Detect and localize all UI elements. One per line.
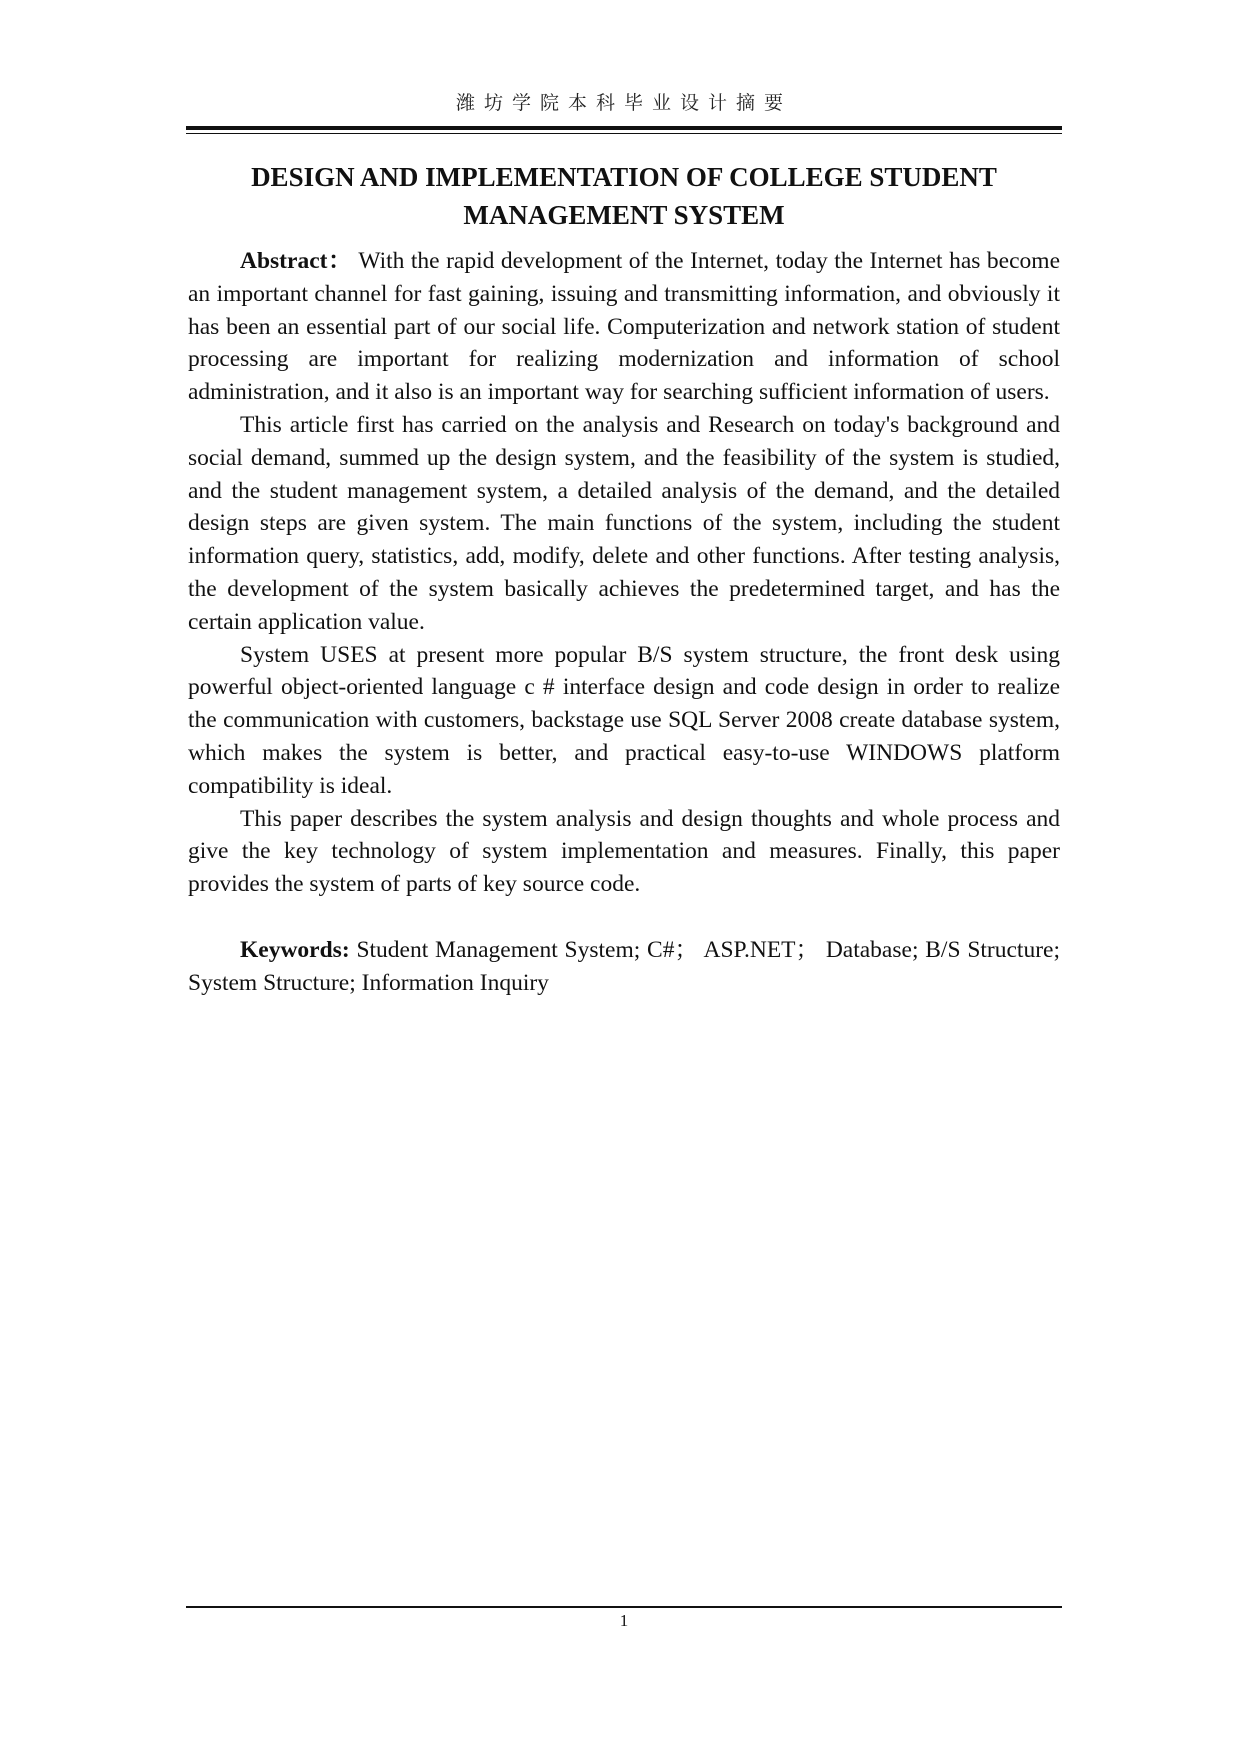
document-title [186,158,1062,234]
abstract-paragraph: This paper describes the system analysis and design thoughts and whole process and give the key technology of system implementation and measures. Finally, this paper provides the system of parts of key source code. [188,805,1060,898]
footer-rule [186,1606,1062,1608]
title-line-1: DESIGN AND IMPLEMENTATION OF COLLEGE STUDENT [251,162,997,192]
abstract-paragraph: System USES at present more popular B/S system structure, the front desk using powerful object-oriented language c # interface design and code design in order to realize the communication with customers, backstage use SQL Server 2008 create database system, which makes the system is better, and practical easy-to-use WINDOWS platform compatibility is ideal. [188,641,1060,799]
abstract-paragraph-text: With the rapid development of the Internet, today the Internet has become an important channel for fast gaining, issuing and transmitting information, and obviously it has been an essential part of our social life. Computerization and network station of student processing are important for realizing modernization and information of school administration, and it also is an important way for searching sufficient information of users. [188,248,1060,406]
keywords-label: Keywords: [240,936,350,963]
keywords-paragraph [188,934,1060,1000]
header-rule-thick [186,126,1062,130]
page-number: 1 [619,1611,629,1630]
keywords-text: Student Management System; C#； ASP.NET； Database; B/S Structure; System Structure; Information Inquiry [188,936,1060,996]
abstract-paragraph [188,245,1060,409]
header-rule-thin [186,133,1062,134]
abstract-body [188,245,1060,1000]
abstract-label: Abstract： [240,248,353,274]
title-line-2: MANAGEMENT SYSTEM [463,200,785,230]
running-header: 潍坊学院本科毕业设计摘要 [455,93,792,114]
abstract-paragraph: This article first has carried on the analysis and Research on today's background and social demand, summed up the design system, and the feasibility of the system is studied, and the student management system, a detailed analysis of the demand, and the detailed design steps are given system. The main functions of the system, including the student information query, statistics, add, modify, delete and other functions. After testing analysis, the development of the system basically achieves the predetermined target, and has the certain application value. [188,411,1060,635]
